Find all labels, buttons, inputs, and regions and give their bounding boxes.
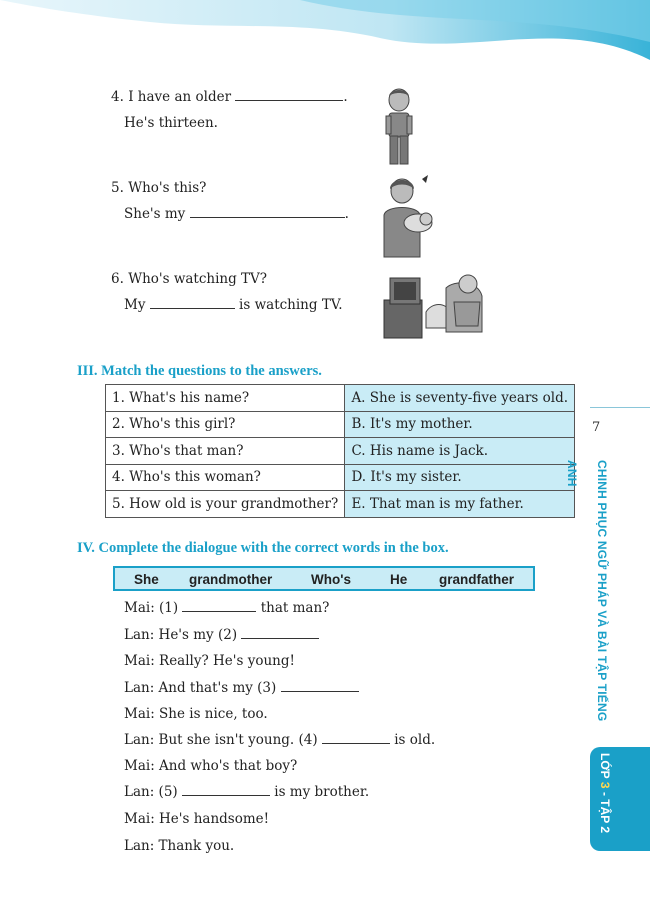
dialogue-line: Mai: (1) that man? (124, 600, 330, 616)
question-cell: 3. Who's that man? (106, 438, 345, 465)
question-cell: 5. How old is your grandmother? (106, 491, 345, 518)
item-6-line2: My is watching TV. (124, 297, 343, 313)
word-box (113, 566, 535, 591)
section-4-title: IV. Complete the dialogue with the correct words in the box. (77, 540, 449, 556)
answer-cell: A. She is seventy-five years old. (345, 385, 575, 412)
answer-blank[interactable] (281, 680, 359, 692)
answer-cell: B. It's my mother. (345, 411, 575, 438)
question-cell: 1. What's his name? (106, 385, 345, 412)
answer-blank[interactable] (182, 600, 256, 612)
item-4-line1: 4. I have an older . (111, 89, 348, 105)
table-row (106, 438, 575, 465)
question-cell: 2. Who's this girl? (106, 411, 345, 438)
answer-cell: E. That man is my father. (345, 491, 575, 518)
grandfather-watching-tv-illustration (380, 268, 488, 342)
answer-cell: D. It's my sister. (345, 464, 575, 491)
answer-blank[interactable] (150, 297, 235, 309)
word-she: She (134, 572, 159, 587)
item-6-line1: 6. Who's watching TV? (111, 271, 268, 287)
question-cell: 4. Who's this woman? (106, 464, 345, 491)
answer-blank[interactable] (241, 627, 319, 639)
item-5-line2: She's my . (124, 206, 349, 222)
answer-blank[interactable] (190, 206, 345, 218)
dialogue-line: Lan: (5) is my brother. (124, 784, 370, 800)
sidebar-book-title: CHINH PHỤC NGỮ PHÁP VÀ BÀI TẬP TIẾNG ANH (565, 460, 609, 722)
table-row (106, 464, 575, 491)
dialogue-line: Lan: But she isn't young. (4) is old. (124, 732, 436, 748)
page-number: 7 (592, 420, 601, 435)
dialogue-line: Mai: And who's that boy? (124, 758, 298, 774)
answer-blank[interactable] (235, 89, 343, 101)
table-row (106, 491, 575, 518)
dialogue-line: Mai: She is nice, too. (124, 706, 268, 722)
dialogue-line: Mai: Really? He's young! (124, 653, 295, 669)
match-table (105, 384, 575, 518)
word-grandfather: grandfather (439, 572, 515, 587)
word-whos: Who's (311, 572, 351, 587)
section-3-title: III. Match the questions to the answers. (77, 363, 322, 379)
boy-illustration (378, 86, 420, 168)
word-he: He (390, 572, 408, 587)
answer-cell: C. His name is Jack. (345, 438, 575, 465)
dialogue-line: Lan: Thank you. (124, 838, 235, 854)
dialogue-line: Mai: He's handsome! (124, 811, 270, 827)
woman-with-baby-illustration (378, 175, 438, 259)
item-4-line2: He's thirteen. (124, 115, 218, 131)
sidebar-grade-tab: LỚP 3 - TẬP 2 (590, 747, 650, 851)
word-grandmother: grandmother (189, 572, 273, 587)
table-row (106, 385, 575, 412)
header-wave-decoration (0, 0, 650, 80)
dialogue-line: Lan: And that's my (3) (124, 680, 359, 696)
dialogue-line: Lan: He's my (2) (124, 627, 319, 643)
item-5-line1: 5. Who's this? (111, 180, 207, 196)
answer-blank[interactable] (182, 784, 270, 796)
sidebar-divider (590, 407, 650, 408)
table-row (106, 411, 575, 438)
answer-blank[interactable] (322, 732, 390, 744)
